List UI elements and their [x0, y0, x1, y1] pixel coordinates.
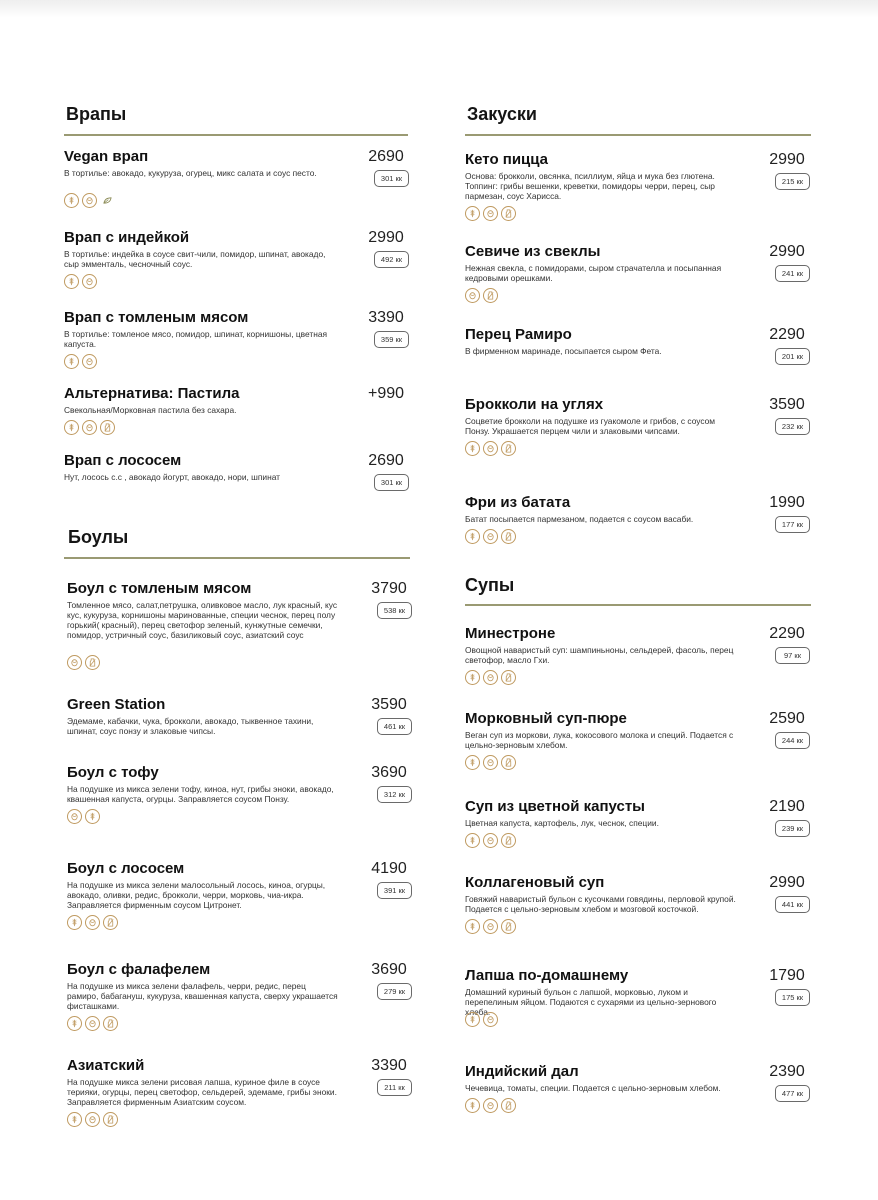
item-price: 2290	[769, 326, 805, 343]
calories-badge: 215 кк	[775, 173, 810, 190]
item-name: Минестроне	[465, 625, 556, 642]
item-price: 1790	[769, 967, 805, 984]
allergen-icons	[465, 441, 516, 456]
item-price: 3590	[371, 696, 407, 713]
item-price: 3390	[368, 309, 404, 326]
allergen-icons	[465, 670, 516, 685]
item-name: Альтернатива: Пастила	[64, 385, 240, 402]
item-description: Нежная свекла, с помидорами, сыром страчателла и посыпанная кедровыми орешками.	[465, 263, 722, 283]
section-title-bowls: Боулы	[68, 527, 129, 547]
gluten-icon	[85, 809, 100, 824]
item-description: Батат посыпается пармезаном, подается с соусом васаби.	[465, 514, 694, 524]
item-price: +990	[367, 385, 405, 402]
calories-badge: 177 кк	[775, 516, 810, 533]
nuts-icon	[483, 1012, 498, 1027]
item-name: Боул с тофу	[67, 764, 159, 781]
calories-badge: 359 кк	[374, 331, 409, 348]
allergen-icons	[67, 1112, 118, 1127]
item-name: Брокколи на углях	[465, 396, 604, 413]
gluten-icon	[64, 274, 79, 289]
item-name: Коллагеновый суп	[465, 874, 605, 891]
lactose-icon	[501, 919, 516, 934]
calories-badge: 175 кк	[775, 989, 810, 1006]
item-description: На подушке из микса зелени тофу, киноа, нут, грибы эноки, авокадо, квашенная капуста, огурцы. Заправляется соусом Понзу.	[67, 784, 334, 804]
calories-badge: 301 кк	[374, 474, 409, 491]
item-price: 3590	[769, 396, 805, 413]
lactose-icon	[501, 1098, 516, 1113]
lactose-icon	[501, 670, 516, 685]
calories-badge: 232 кк	[775, 418, 810, 435]
allergen-icons	[64, 420, 115, 435]
item-name: Green Station	[67, 696, 166, 713]
allergen-icons	[465, 1098, 516, 1113]
allergen-icons	[67, 1016, 118, 1031]
item-price: 2590	[769, 710, 805, 727]
calories-badge: 244 кк	[775, 732, 810, 749]
section-title-soups: Супы	[465, 575, 515, 595]
item-description: В тортилье: авокадо, кукуруза, огурец, микс салата и соус песто.	[64, 168, 317, 178]
item-price: 3390	[371, 1057, 407, 1074]
gluten-icon	[465, 755, 480, 770]
allergen-icons	[465, 529, 516, 544]
item-description: Эдемаме, кабачки, чука, брокколи, авокадо, тыквенное тахини, шпинат, соус понзу и злаковые чипсы.	[67, 716, 314, 736]
calories-badge: 279 кк	[377, 983, 412, 1000]
section-divider	[465, 604, 811, 606]
lactose-icon	[103, 1016, 118, 1031]
item-description: Основа: брокколи, овсянка, псиллиум, яйца и мука без глютена. Топпинг: грибы вешенки, креветки, помидоры черри, перец, сыр пармезан, соус Харисса.	[465, 171, 715, 201]
item-description: Цветная капуста, картофель, лук, чеснок, специи.	[465, 818, 659, 828]
item-description: На подушке из микса зелени фалафель, черри, редис, перец рамиро, бабагануш, кукуруза, квашенная капуста, сверху украшается фисташками.	[67, 981, 338, 1011]
gluten-icon	[465, 529, 480, 544]
gluten-icon	[465, 833, 480, 848]
item-name: Фри из батата	[465, 494, 571, 511]
item-price: 2190	[769, 798, 805, 815]
nuts-icon	[483, 833, 498, 848]
gluten-icon	[67, 915, 82, 930]
item-price: 3690	[371, 764, 407, 781]
item-description: В тортилье: индейка в соусе свит-чили, помидор, шпинат, авокадо, сыр эмменталь, чесночный соус.	[64, 249, 326, 269]
allergen-icons	[67, 915, 118, 930]
nuts-icon	[85, 1112, 100, 1127]
item-name: Азиатский	[67, 1057, 145, 1074]
allergen-icons	[465, 919, 516, 934]
gluten-icon	[465, 1098, 480, 1113]
item-description: На подушке из микса зелени малосольный лосось, киноа, огурцы, авокадо, оливки, редис, брокколи, черри, морковь, чиа-икра. Заправляется фирменным соусом Цитронет.	[67, 880, 326, 910]
gluten-icon	[465, 670, 480, 685]
nuts-icon	[82, 274, 97, 289]
item-price: 2290	[769, 625, 805, 642]
item-price: 1990	[769, 494, 805, 511]
item-price: 2690	[368, 148, 404, 165]
section-title-wraps: Врапы	[66, 104, 127, 124]
gluten-icon	[465, 1012, 480, 1027]
nuts-icon	[82, 193, 97, 208]
allergen-icons	[465, 755, 516, 770]
item-description: Соцветие брокколи на подушке из гуакомоле и грибов, с соусом Понзу. Украшается перцем чили и злаковыми чипсами.	[465, 416, 716, 436]
calories-badge: 211 кк	[377, 1079, 412, 1096]
section-divider	[64, 557, 410, 559]
lactose-icon	[501, 529, 516, 544]
calories-badge: 301 кк	[374, 170, 409, 187]
item-price: 3690	[371, 961, 407, 978]
nuts-icon	[67, 809, 82, 824]
lactose-icon	[501, 833, 516, 848]
item-price: 2990	[769, 874, 805, 891]
item-name: Индийский дал	[465, 1063, 579, 1080]
lactose-icon	[483, 288, 498, 303]
gluten-icon	[64, 354, 79, 369]
item-name: Врап с индейкой	[64, 229, 190, 246]
item-description: Веган суп из моркови, лука, кокосового молока и специй. Подается с цельно-зерновым хлебом.	[465, 730, 734, 750]
calories-badge: 477 кк	[775, 1085, 810, 1102]
item-description: Овощной наваристый суп: шампиньноны, сельдерей, фасоль, перец светофор, масло Гхи.	[465, 645, 734, 665]
lactose-icon	[501, 755, 516, 770]
calories-badge: 391 кк	[377, 882, 412, 899]
gluten-icon	[67, 1016, 82, 1031]
lactose-icon	[103, 1112, 118, 1127]
calories-badge: 492 кк	[374, 251, 409, 268]
allergen-icons	[465, 833, 516, 848]
item-price: 2990	[368, 229, 404, 246]
item-price: 2990	[769, 243, 805, 260]
item-name: Vegan врап	[64, 148, 149, 165]
nuts-icon	[483, 441, 498, 456]
nuts-icon	[85, 915, 100, 930]
nuts-icon	[483, 529, 498, 544]
nuts-icon	[483, 206, 498, 221]
item-description: Чечевица, томаты, специи. Подается с цельно-зерновым хлебом.	[465, 1083, 721, 1093]
calories-badge: 441 кк	[775, 896, 810, 913]
nuts-icon	[82, 420, 97, 435]
item-price: 4190	[371, 860, 407, 877]
lactose-icon	[100, 420, 115, 435]
item-name: Боул с томленым мясом	[67, 580, 252, 597]
section-divider	[64, 134, 408, 136]
nuts-icon	[483, 919, 498, 934]
item-name: Лапша по-домашнему	[465, 967, 629, 984]
nuts-icon	[465, 288, 480, 303]
nuts-icon	[483, 1098, 498, 1113]
calories-badge: 239 кк	[775, 820, 810, 837]
item-name: Морковный суп-пюре	[465, 710, 627, 727]
item-name: Суп из цветной капусты	[465, 798, 645, 815]
nuts-icon	[483, 755, 498, 770]
item-name: Кето пицца	[465, 151, 549, 168]
item-price: 2990	[769, 151, 805, 168]
nuts-icon	[82, 354, 97, 369]
allergen-icons	[465, 206, 516, 221]
item-price: 3790	[371, 580, 407, 597]
section-divider	[465, 134, 811, 136]
allergen-icons	[67, 655, 100, 670]
allergen-icons	[64, 193, 115, 208]
item-description: Говяжий наваристый бульон с кусочками говядины, перловой крупой. Подается с цельно-зерновым хлебом и мозговой косточкой.	[465, 894, 736, 914]
calories-badge: 461 кк	[377, 718, 412, 735]
item-name: Врап с лососем	[64, 452, 182, 469]
item-description: Нут, лосось с.с , авокадо йогурт, авокадо, нори, шпинат	[64, 472, 281, 482]
calories-badge: 312 кк	[377, 786, 412, 803]
gluten-icon	[465, 441, 480, 456]
item-description: Домашний куриный бульон с лапшой, морковью, луком и перепелиным яйцом. Подаются с сухарями из цельно-зернового хлеба.	[465, 987, 717, 1017]
item-description: На подушке микса зелени рисовая лапша, куриное филе в соусе терияки, огурцы, перец светофор, сельдерей, эдемаме, грибы эноки. Заправляется фирменным Азиатским соусом.	[67, 1077, 337, 1107]
lactose-icon	[103, 915, 118, 930]
calories-badge: 97 кк	[775, 647, 810, 664]
item-name: Врап с томленым мясом	[64, 309, 249, 326]
item-price: 2390	[769, 1063, 805, 1080]
item-name: Боул с лососем	[67, 860, 185, 877]
gluten-icon	[465, 919, 480, 934]
lactose-icon	[501, 441, 516, 456]
allergen-icons	[465, 1012, 498, 1027]
allergen-icons	[465, 288, 498, 303]
allergen-icons	[67, 809, 100, 824]
item-price: 2690	[368, 452, 404, 469]
nuts-icon	[483, 670, 498, 685]
item-name: Перец Рамиро	[465, 326, 572, 343]
item-description: В тортилье: томленое мясо, помидор, шпинат, корнишоны, цветная капуста.	[64, 329, 328, 349]
page-top-shadow	[0, 0, 878, 18]
gluten-icon	[64, 420, 79, 435]
calories-badge: 201 кк	[775, 348, 810, 365]
gluten-icon	[465, 206, 480, 221]
allergen-icons	[64, 274, 97, 289]
lactose-icon	[85, 655, 100, 670]
vegan-leaf-icon	[100, 193, 115, 208]
nuts-icon	[67, 655, 82, 670]
lactose-icon	[501, 206, 516, 221]
item-name: Боул с фалафелем	[67, 961, 211, 978]
calories-badge: 538 кк	[377, 602, 412, 619]
item-name: Севиче из свеклы	[465, 243, 601, 260]
allergen-icons	[64, 354, 97, 369]
section-title-snacks: Закуски	[467, 104, 537, 124]
gluten-icon	[64, 193, 79, 208]
item-description: Томленное мясо, салат,петрушка, оливковое масло, лук красный, кус кус, кукуруза, корнишоны маринованные, специи чеснок, перец полу горький( красный), перец светофор зеленый, кунжутные семечки, помидор, устричный соус, базиликовый соус, азиатский соус	[67, 600, 338, 640]
nuts-icon	[85, 1016, 100, 1031]
item-description: Свекольная/Морковная пастила без сахара.	[64, 405, 237, 415]
calories-badge: 241 кк	[775, 265, 810, 282]
item-description: В фирменном маринаде, посыпается сыром Фета.	[465, 346, 662, 356]
gluten-icon	[67, 1112, 82, 1127]
